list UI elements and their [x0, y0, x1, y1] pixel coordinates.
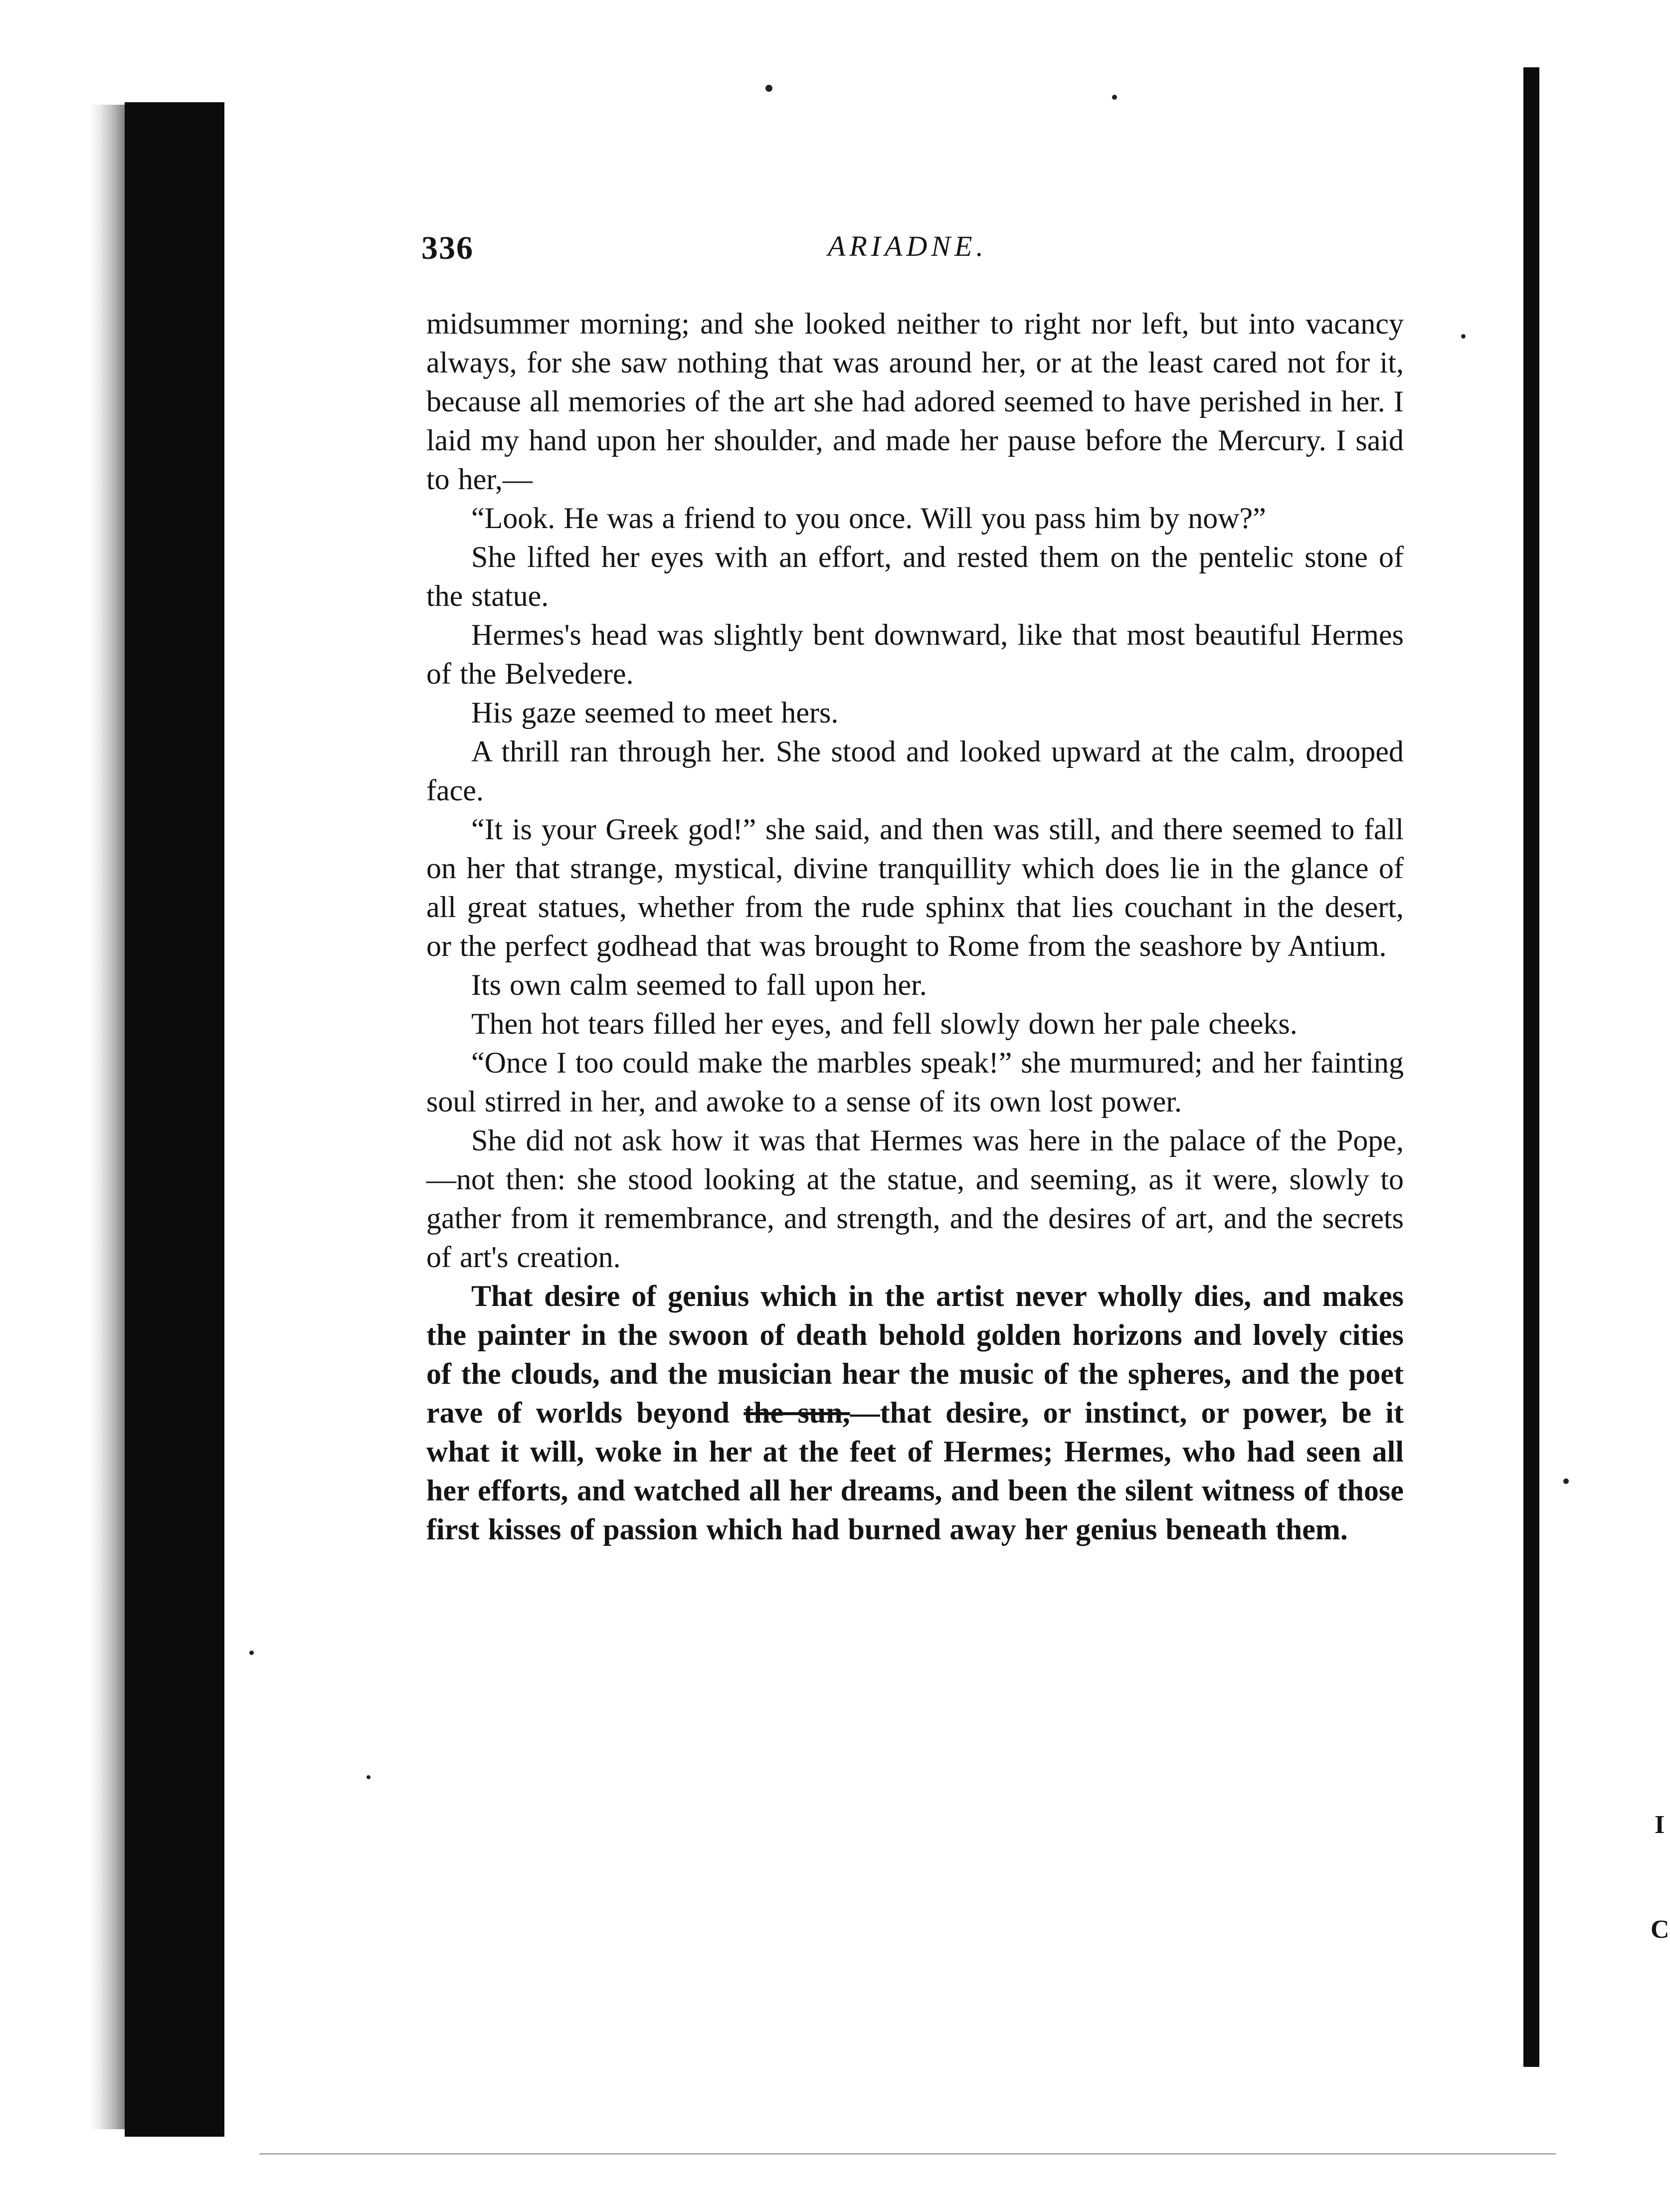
paragraph: “Look. He was a friend to you once. Will you pass him by now?”: [471, 502, 1266, 535]
page-header: [421, 229, 1394, 269]
scan-shadow-left: [90, 105, 125, 2129]
paragraph: Then hot tears filled her eyes, and fell slowly down her pale cheeks.: [471, 1007, 1298, 1040]
scan-speck: [765, 85, 772, 92]
scan-bottom-edge: [259, 2153, 1556, 2155]
scan-speck: [1112, 95, 1117, 100]
final-paragraph-text: That desire of genius which in the artist never wholly dies, and makes the painter in the swoon of death behold golden horizons and lovely cities of the clouds, and the musician hear the music of the spheres, and the poet rave of worlds beyond: [426, 1280, 1404, 1429]
paragraph: She did not ask how it was that Hermes was here in the palace of the Pope,—not then: she stood looking at the statue, and seeming, as it were, slowly to gather from it remembrance, and strength, and the desires of art, and the secrets of art's creation.: [426, 1124, 1404, 1274]
scan-binding-bar-right: [1523, 67, 1539, 2067]
scan-speck: [249, 1651, 254, 1655]
paragraph: Hermes's head was slightly bent downward, like that most beautiful Hermes of the Belvedere.: [426, 618, 1404, 690]
final-paragraph: [426, 1277, 1404, 1549]
paragraph: A thrill ran through her. She stood and looked upward at the calm, drooped face.: [426, 735, 1404, 807]
paragraph: “Once I too could make the marbles speak!” she murmured; and her fainting soul stirred in her, and awoke to a sense of its own lost power.: [426, 1046, 1404, 1118]
page-number: 336: [421, 230, 474, 266]
scan-speck: [1563, 1478, 1569, 1484]
paragraph: midsummer morning; and she looked neither to right nor left, but into vacancy always, for she saw nothing that was around her, or at the least cared not for it, because all memories of the art she had adored seemed to have perished in her. I laid my hand upon her shoulder, and made her pause before the Mercury. I said to her,—: [426, 307, 1404, 496]
paragraph: His gaze seemed to meet hers.: [471, 696, 839, 729]
scan-binding-bar-left: [125, 102, 224, 2137]
paragraph: “It is your Greek god!” she said, and then was still, and there seemed to fall on her that strange, mystical, divine tranquillity which does lie in the glance of all great statues, whether from the rude sphinx that lies couchant in the desert, or the perfect godhead that was brought to Rome from the seashore by Antium.: [426, 813, 1404, 962]
scan-speck: [1461, 334, 1466, 339]
margin-fragment: I: [1655, 1811, 1665, 1839]
struck-text: the sun,: [743, 1396, 850, 1429]
paragraph: She lifted her eyes with an effort, and rested them on the pentelic stone of the statue.: [426, 541, 1404, 612]
body-text: [426, 304, 1404, 1549]
paragraph: Its own calm seemed to fall upon her.: [471, 968, 927, 1001]
scan-speck: [367, 1775, 371, 1779]
margin-fragment: C: [1651, 1915, 1670, 1944]
final-paragraph-text-end: —that desire, or instinct, or power, be it what it will, woke in her at the feet of Hermes; Hermes, who had seen all her efforts, and watched all her dreams, and been the silent witness of those first kisses of passion which had burned away her genius beneath them.: [426, 1396, 1404, 1546]
running-title: ARIADNE.: [827, 230, 988, 262]
